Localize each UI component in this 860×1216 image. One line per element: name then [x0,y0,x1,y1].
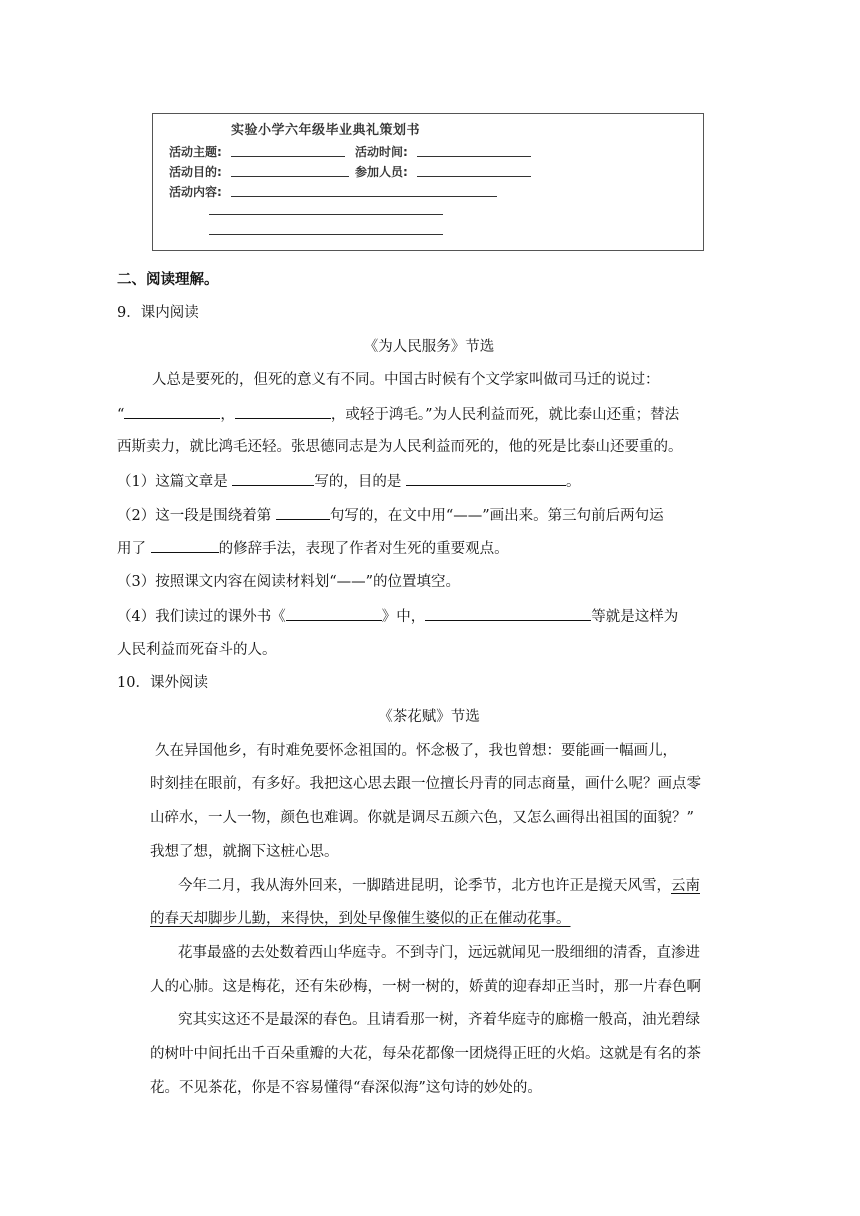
time-blank[interactable] [417,156,531,157]
q10-p3-line-1: 花事最盛的去处数着西山华庭寺。不到寺门，远远就闻见一股细细的清香，直渗进 [178,945,700,961]
q9-para-line-1: 人总是要死的，但死的意义有不同。中国古时候有个文学家叫做司马迁的说过： [152,372,660,388]
q10-p4-line-3: 花。不见茶花，你是不容易懂得“春深似海”这句诗的妙处的。 [150,1080,542,1096]
q9-number: 9．课内阅读 [117,305,199,321]
underlined-sentence-start: 云南 [671,878,700,894]
q9-sub-2: （2）这一段是围绕着第 句写的，在文中用“——”画出来。第三句前后两句运 [117,505,664,526]
book-title-blank[interactable] [286,606,382,621]
q10-number: 10．课外阅读 [117,675,208,691]
sentence-number-blank[interactable] [276,505,330,520]
q9-para-line-2: “ ， ，或轻于鸿毛。”为人民利益而死，就比泰山还重；替法 [117,404,679,425]
graduation-plan-form [152,113,704,251]
people-names-blank[interactable] [425,606,591,621]
q9-sub-2-cont: 用了 的修辞手法，表现了作者对生死的重要观点。 [117,538,509,559]
content-blank-2[interactable] [209,214,443,215]
q10-p2-line-1: 今年二月，我从海外回来，一脚踏进昆明，论季节，北方也许正是搅天风雪，云南 [178,878,700,894]
q9-sub-4-cont: 人民利益而死奋斗的人。 [117,642,277,658]
people-label: 参加人员: [355,165,408,179]
q10-p4-line-1: 究其实这还不是最深的春色。且请看那一树，齐着华庭寺的廊檐一般高，油光碧绿 [178,1012,700,1028]
q10-passage-title: 《茶花赋》节选 [378,709,480,725]
q10-p1-line-1: 久在异国他乡，有时难免要怀念祖国的。怀念极了，我也曾想：要能画一幅画儿， [155,743,677,759]
quote-blank-1[interactable] [124,404,220,419]
q10-p3-line-2: 人的心肺。这是梅花，还有朱砂梅，一树一树的，娇黄的迎春却正当时，那一片春色啊 [150,979,701,995]
people-blank[interactable] [417,176,531,177]
q9-sub-4: （4）我们读过的课外书《 》中， 等就是这样为 [117,606,678,627]
content-label: 活动内容: [169,185,222,199]
q10-p4-line-2: 的树叶中间托出千百朵重瓣的大花，每朵花都像一团烧得正旺的火焰。这就是有名的茶 [150,1046,701,1062]
purpose-answer-blank[interactable] [406,471,566,486]
purpose-blank[interactable] [231,176,349,177]
purpose-label: 活动目的: [169,165,222,179]
q10-p1-line-3: 山碎水，一人一物，颜色也难调。你就是调尽五颜六色，又怎么画得出祖国的面貌？” [150,810,694,826]
q9-sub-1: （1）这篇文章是 写的，目的是 。 [117,471,580,492]
author-blank[interactable] [232,471,314,486]
section-heading: 二、阅读理解。 [117,271,219,288]
plan-title: 实验小学六年级毕业典礼策划书 [231,123,421,138]
theme-blank[interactable] [231,156,345,157]
rhetoric-blank[interactable] [151,538,219,553]
q10-p2-line-2-underlined: 的春天却脚步儿勤，来得快，到处早像催生婆似的正在催动花事。 [150,911,571,927]
content-blank-3[interactable] [209,234,443,235]
quote-blank-2[interactable] [235,404,331,419]
q9-para-line-3: 西斯卖力，就比鸿毛还轻。张思德同志是为人民利益而死的，他的死是比泰山还要重的。 [117,439,683,455]
q10-p1-line-4: 我想了想，就搁下这桩心思。 [150,844,339,860]
q9-sub-3: （3）按照课文内容在阅读材料划“——”的位置填空。 [117,574,461,590]
q9-passage-title: 《为人民服务》节选 [363,339,495,355]
theme-label: 活动主题: [169,145,222,159]
content-blank-1[interactable] [231,196,497,197]
q10-p1-line-2: 时刻挂在眼前，有多好。我把这心思去跟一位擅长丹青的同志商量，画什么呢？画点零 [150,776,701,792]
time-label: 活动时间: [355,145,408,159]
